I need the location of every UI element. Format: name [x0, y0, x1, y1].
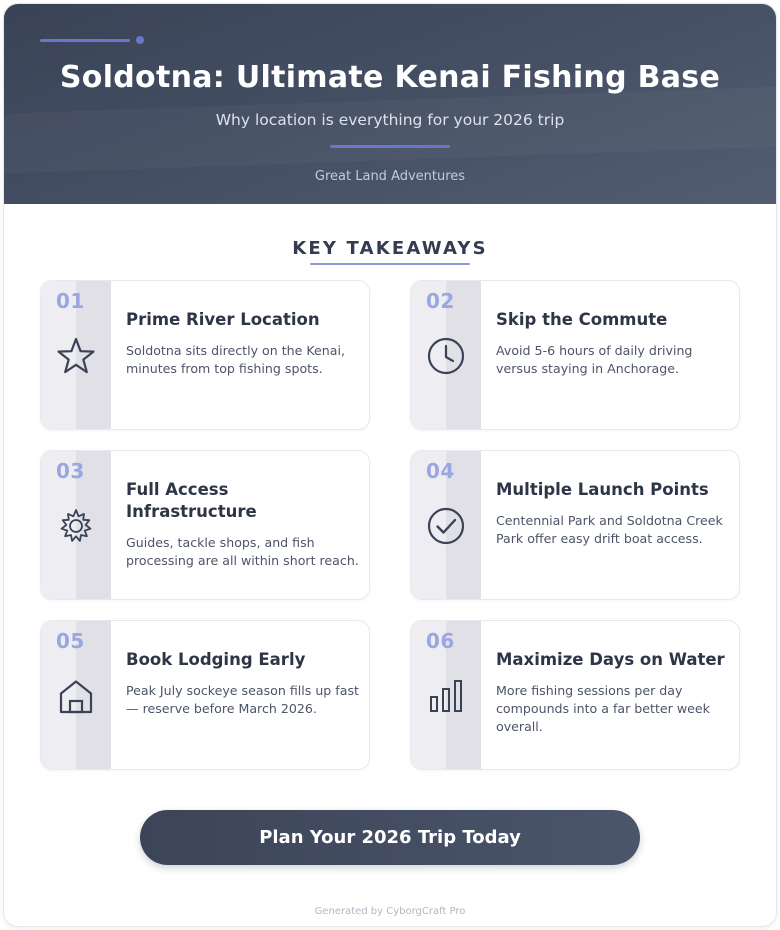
card-title: Skip the Commute [496, 310, 668, 329]
card-description: Centennial Park and Soldotna Creek Park offer easy drift boat access. [496, 513, 723, 546]
header-banner [4, 4, 776, 204]
section-title: KEY TAKEAWAYS [292, 238, 488, 259]
card-description: Soldotna sits directly on the Kenai, minutes from top fishing spots. [126, 343, 346, 376]
card-description: Guides, tackle shops, and fish processing are all within short reach. [126, 535, 359, 568]
footer-credit: Generated by CyborgCraft Pro [314, 906, 466, 917]
card-description: More fishing sessions per day compounds into a far better week overall. [496, 683, 710, 734]
takeaway-card-3 [40, 450, 370, 600]
card-number: 03 [56, 459, 85, 483]
header-decor-band [4, 85, 776, 175]
infographic-page [4, 4, 776, 926]
house-icon [56, 676, 96, 716]
check-circle-icon [426, 506, 466, 546]
card-description: Avoid 5-6 hours of daily driving versus staying in Anchorage. [496, 343, 693, 376]
brand-name: Great Land Adventures [314, 169, 466, 184]
card-number: 05 [56, 629, 85, 653]
gear-icon [56, 506, 96, 546]
takeaway-card-4 [410, 450, 740, 600]
page-subtitle: Why location is everything for your 2026 trip [215, 111, 565, 129]
page-title: Soldotna: Ultimate Kenai Fishing Base [59, 60, 721, 95]
takeaway-card-2 [410, 280, 740, 430]
card-title: Prime River Location [126, 310, 320, 329]
header-divider [330, 145, 450, 148]
bar-chart-icon [426, 676, 466, 716]
takeaway-card-1 [40, 280, 370, 430]
card-title: Book Lodging Early [126, 650, 306, 669]
card-number: 01 [56, 289, 85, 313]
card-description: Peak July sockeye season fills up fast — reserve before March 2026. [126, 683, 359, 716]
card-title: Full Access Infrastructure [126, 480, 257, 521]
takeaway-card-6 [410, 620, 740, 770]
clock-icon [426, 336, 466, 376]
plan-trip-button[interactable]: Plan Your 2026 Trip Today [140, 810, 640, 865]
section-underline [310, 263, 470, 265]
takeaway-card-5 [40, 620, 370, 770]
card-number: 06 [426, 629, 455, 653]
card-title: Maximize Days on Water [496, 650, 725, 669]
header-accent-line [40, 39, 130, 42]
star-icon [56, 336, 96, 376]
card-number: 02 [426, 289, 455, 313]
card-title: Multiple Launch Points [496, 480, 709, 499]
header-accent-dot [136, 36, 144, 44]
card-number: 04 [426, 459, 455, 483]
